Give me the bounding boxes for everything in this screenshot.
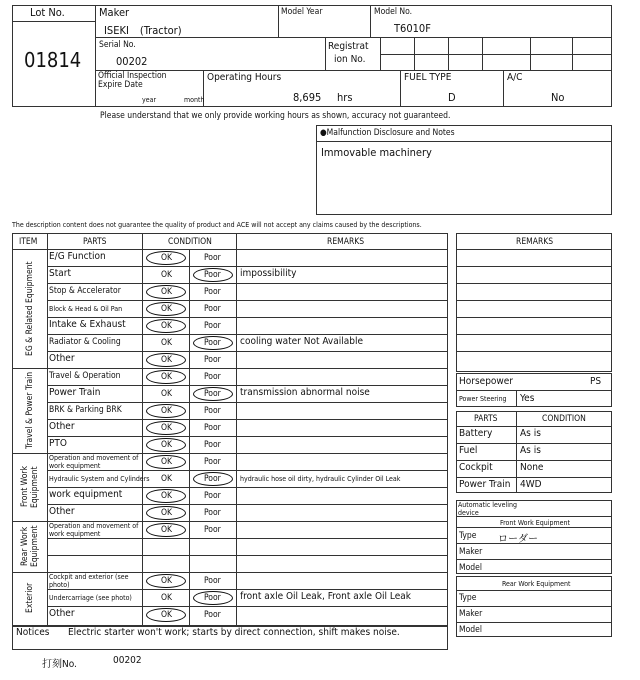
part-label: Intake & Exhaust [49,319,126,330]
row-divider [47,487,448,488]
divider [189,249,190,626]
rear-maker-label: Maker [459,609,483,619]
remark-text: cooling water Not Available [240,336,363,347]
part-label: Fuel [459,445,478,456]
part-label: Travel & Operation [49,371,121,381]
ok-circle-mark [146,353,186,367]
ok-circle-mark [146,302,186,316]
part-label: Other [49,353,75,364]
part-label: Other [49,421,75,432]
poor-option: Poor [204,389,221,399]
poor-option: Poor [204,253,221,263]
front-model-label: Model [459,563,482,573]
lot-no-label: Lot No. [30,6,65,19]
rear-type-label: Type [459,593,477,603]
ok-option: OK [161,593,173,603]
row-divider [456,477,612,478]
hours-disclaimer: Please understand that we only provide working hours as shown, accuracy not guaranteed. [100,111,451,121]
year-label: year [142,96,157,104]
row-divider [47,266,448,267]
poor-option: Poor [204,406,221,416]
lot-no-value: 01814 [24,48,82,72]
rear-model-label: Model [459,625,482,635]
poor-circle-mark [193,472,233,486]
divider [278,5,279,37]
poor-circle-mark [193,336,233,350]
part-label: Operation and movement of work equipment [49,522,139,538]
ok-circle-mark [146,404,186,418]
stamp-value: 00202 [113,655,142,666]
ok-circle-mark [146,455,186,469]
divider [456,351,612,352]
row-divider [47,385,448,386]
ok-circle-mark [146,421,186,435]
divider [503,70,504,107]
ok-option: OK [161,406,173,416]
poor-circle-mark [193,591,233,605]
remark-text: hydraulic hose oil dirty, hydraulic Cylinder Oil Leak [240,475,401,483]
group-label: Front Work Equipment [20,466,40,508]
row-divider [47,504,448,505]
ok-option: OK [161,576,173,586]
divider [316,141,612,142]
ok-option: OK [161,474,173,484]
parts-header: PARTS [474,414,498,424]
ok-circle-mark [146,319,186,333]
ok-option: OK [161,304,173,314]
part-label: Start [49,268,71,279]
poor-option: Poor [204,610,221,620]
remark-text: transmission abnormal noise [240,387,370,398]
group-label: Travel & Power Train [25,371,35,450]
registration-label: Registrat [328,41,369,52]
part-label: Undercarriage (see photo) [49,594,132,602]
col-item-header: ITEM [19,237,38,247]
ok-option: OK [161,270,173,280]
ac-label: A/C [507,72,523,83]
part-label: E/G Function [49,251,106,262]
serial-no-value: 00202 [116,55,148,68]
power-steering-value: Yes [520,393,535,404]
divider [95,5,96,107]
col-parts-header: PARTS [83,237,107,247]
divider [456,249,612,250]
group-label: Exterior [25,582,35,613]
claims-disclaimer: The description content does not guarantee the quality of product and ACE will not accept any claims caused by the descriptions. [12,221,422,229]
poor-circle-mark [193,268,233,282]
notices-text: Electric starter won't work; starts by direct connection, shift makes noise. [68,627,400,638]
ok-option: OK [161,321,173,331]
row-divider [47,419,448,420]
part-label: PTO [49,438,67,449]
divider [47,233,48,626]
poor-option: Poor [204,593,221,603]
row-divider [47,402,448,403]
poor-option: Poor [204,525,221,535]
poor-option: Poor [204,338,221,348]
malfunction-box [316,125,612,215]
ok-option: OK [161,508,173,518]
ok-option: OK [161,440,173,450]
divider [456,527,612,528]
part-label: Power Train [49,387,101,398]
group-label: Rear Work Equipment [20,525,40,568]
condition-value: 4WD [520,479,542,490]
fuel-type-label: FUEL TYPE [404,72,452,83]
group-divider [12,453,448,454]
poor-option: Poor [204,508,221,518]
poor-option: Poor [204,491,221,501]
divider [400,70,401,107]
stamp-label: 打刻No. [42,659,77,670]
front-maker-label: Maker [459,547,483,557]
horsepower-label: Horsepower [459,376,513,387]
row-divider [47,436,448,437]
group-divider [12,521,448,522]
divider [516,390,517,407]
divider [456,426,612,427]
divider [142,233,143,626]
ok-option: OK [161,457,173,467]
ok-option: OK [161,525,173,535]
ok-circle-mark [146,370,186,384]
ok-option: OK [161,389,173,399]
maker-value: ISEKI (Tractor) [104,24,182,37]
ok-circle-mark [146,506,186,520]
poor-option: Poor [204,576,221,586]
poor-option: Poor [204,355,221,365]
malfunction-title: ●Malfunction Disclosure and Notes [320,128,455,138]
divider [456,559,612,560]
row-divider [47,538,448,539]
ok-circle-mark [146,608,186,622]
part-label: Cockpit and exterior (see photo) [49,573,129,589]
horsepower-unit: PS [590,376,602,387]
row-divider [47,589,448,590]
divider [456,622,612,623]
ok-circle-mark [146,574,186,588]
serial-no-label: Serial No. [99,40,136,50]
row-divider [47,470,448,471]
ok-circle-mark [146,285,186,299]
remark-text: impossibility [240,268,297,279]
divider [380,54,612,55]
divider [456,334,612,335]
remark-text: front axle Oil Leak, Front axle Oil Leak [240,591,411,602]
divider [456,266,612,267]
malfunction-text: Immovable machinery [321,146,432,159]
poor-option: Poor [204,457,221,467]
front-work-title: Front Work Equipment [500,519,570,527]
part-label: Hydraulic System and Cylinders [49,475,150,483]
part-label: Other [49,506,75,517]
part-label: BRK & Parking BRK [49,405,122,415]
row-divider [47,300,448,301]
group-divider [12,368,448,369]
ok-option: OK [161,372,173,382]
part-label: Battery [459,428,493,439]
row-divider [47,283,448,284]
condition-value: None [520,462,544,473]
row-divider [456,460,612,461]
ok-option: OK [161,610,173,620]
model-no-value: T6010F [394,22,431,35]
maker-label: Maker [99,6,130,19]
poor-option: Poor [204,440,221,450]
front-type-value: ローダー [498,534,538,545]
ok-circle-mark [146,489,186,503]
divider [456,300,612,301]
condition-value: As is [520,428,541,439]
part-label: Operation and movement of work equipment [49,454,139,470]
poor-option: Poor [204,372,221,382]
poor-option: Poor [204,270,221,280]
model-no-label: Model No. [374,7,413,17]
divider [456,317,612,318]
power-steering-label: Power Steering [459,395,507,403]
auto-leveling-label: Automatic leveling device [458,501,518,517]
divider [456,283,612,284]
poor-option: Poor [204,304,221,314]
divider [12,249,448,250]
front-type-label: Type [459,531,477,541]
part-label: Other [49,608,75,619]
row-divider [47,334,448,335]
right-remarks-header: REMARKS [516,237,554,247]
operating-hours-label: Operating Hours [207,72,282,83]
ok-circle-mark [146,251,186,265]
condition-value: As is [520,445,541,456]
ok-option: OK [161,491,173,501]
divider [456,390,612,391]
ac-value: No [551,91,565,104]
operating-hours-value: 8,695 [293,91,322,104]
divider [95,70,612,71]
group-label: EG & Related Equipment [25,261,35,356]
poor-option: Poor [204,287,221,297]
divider [456,590,612,591]
ok-option: OK [161,253,173,263]
condition-header: CONDITION [542,414,586,424]
row-divider [47,606,448,607]
operating-hours-unit: hrs [337,91,353,104]
part-label: Power Train [459,479,511,490]
part-label: work equipment [49,489,123,500]
ok-circle-mark [146,438,186,452]
row-divider [47,555,448,556]
part-label: Stop & Accelerator [49,286,121,296]
rear-work-title: Rear Work Equipment [502,580,571,588]
registration-label: ion No. [334,54,366,65]
row-divider [456,443,612,444]
part-label: Block & Head & Oil Pan [49,305,123,313]
ok-circle-mark [146,523,186,537]
model-year-label: Model Year [281,7,323,17]
col-remarks-header: REMARKS [327,237,365,247]
divider [12,21,95,22]
ok-option: OK [161,423,173,433]
poor-option: Poor [204,474,221,484]
inspection-label: Official Inspection Expire Date [98,71,167,90]
part-label: Radiator & Cooling [49,337,121,347]
group-divider [12,572,448,573]
row-divider [47,317,448,318]
divider [456,606,612,607]
divider [325,37,326,70]
part-label: Cockpit [459,462,493,473]
poor-option: Poor [204,321,221,331]
fuel-type-value: D [448,91,456,104]
divider [236,233,237,626]
row-divider [47,351,448,352]
month-label: month [184,96,205,104]
ok-option: OK [161,287,173,297]
divider [516,411,517,493]
col-condition-header: CONDITION [168,237,212,247]
poor-option: Poor [204,423,221,433]
ok-option: OK [161,338,173,348]
notices-label: Notices [16,627,50,638]
poor-circle-mark [193,387,233,401]
ok-option: OK [161,355,173,365]
divider [370,5,371,37]
